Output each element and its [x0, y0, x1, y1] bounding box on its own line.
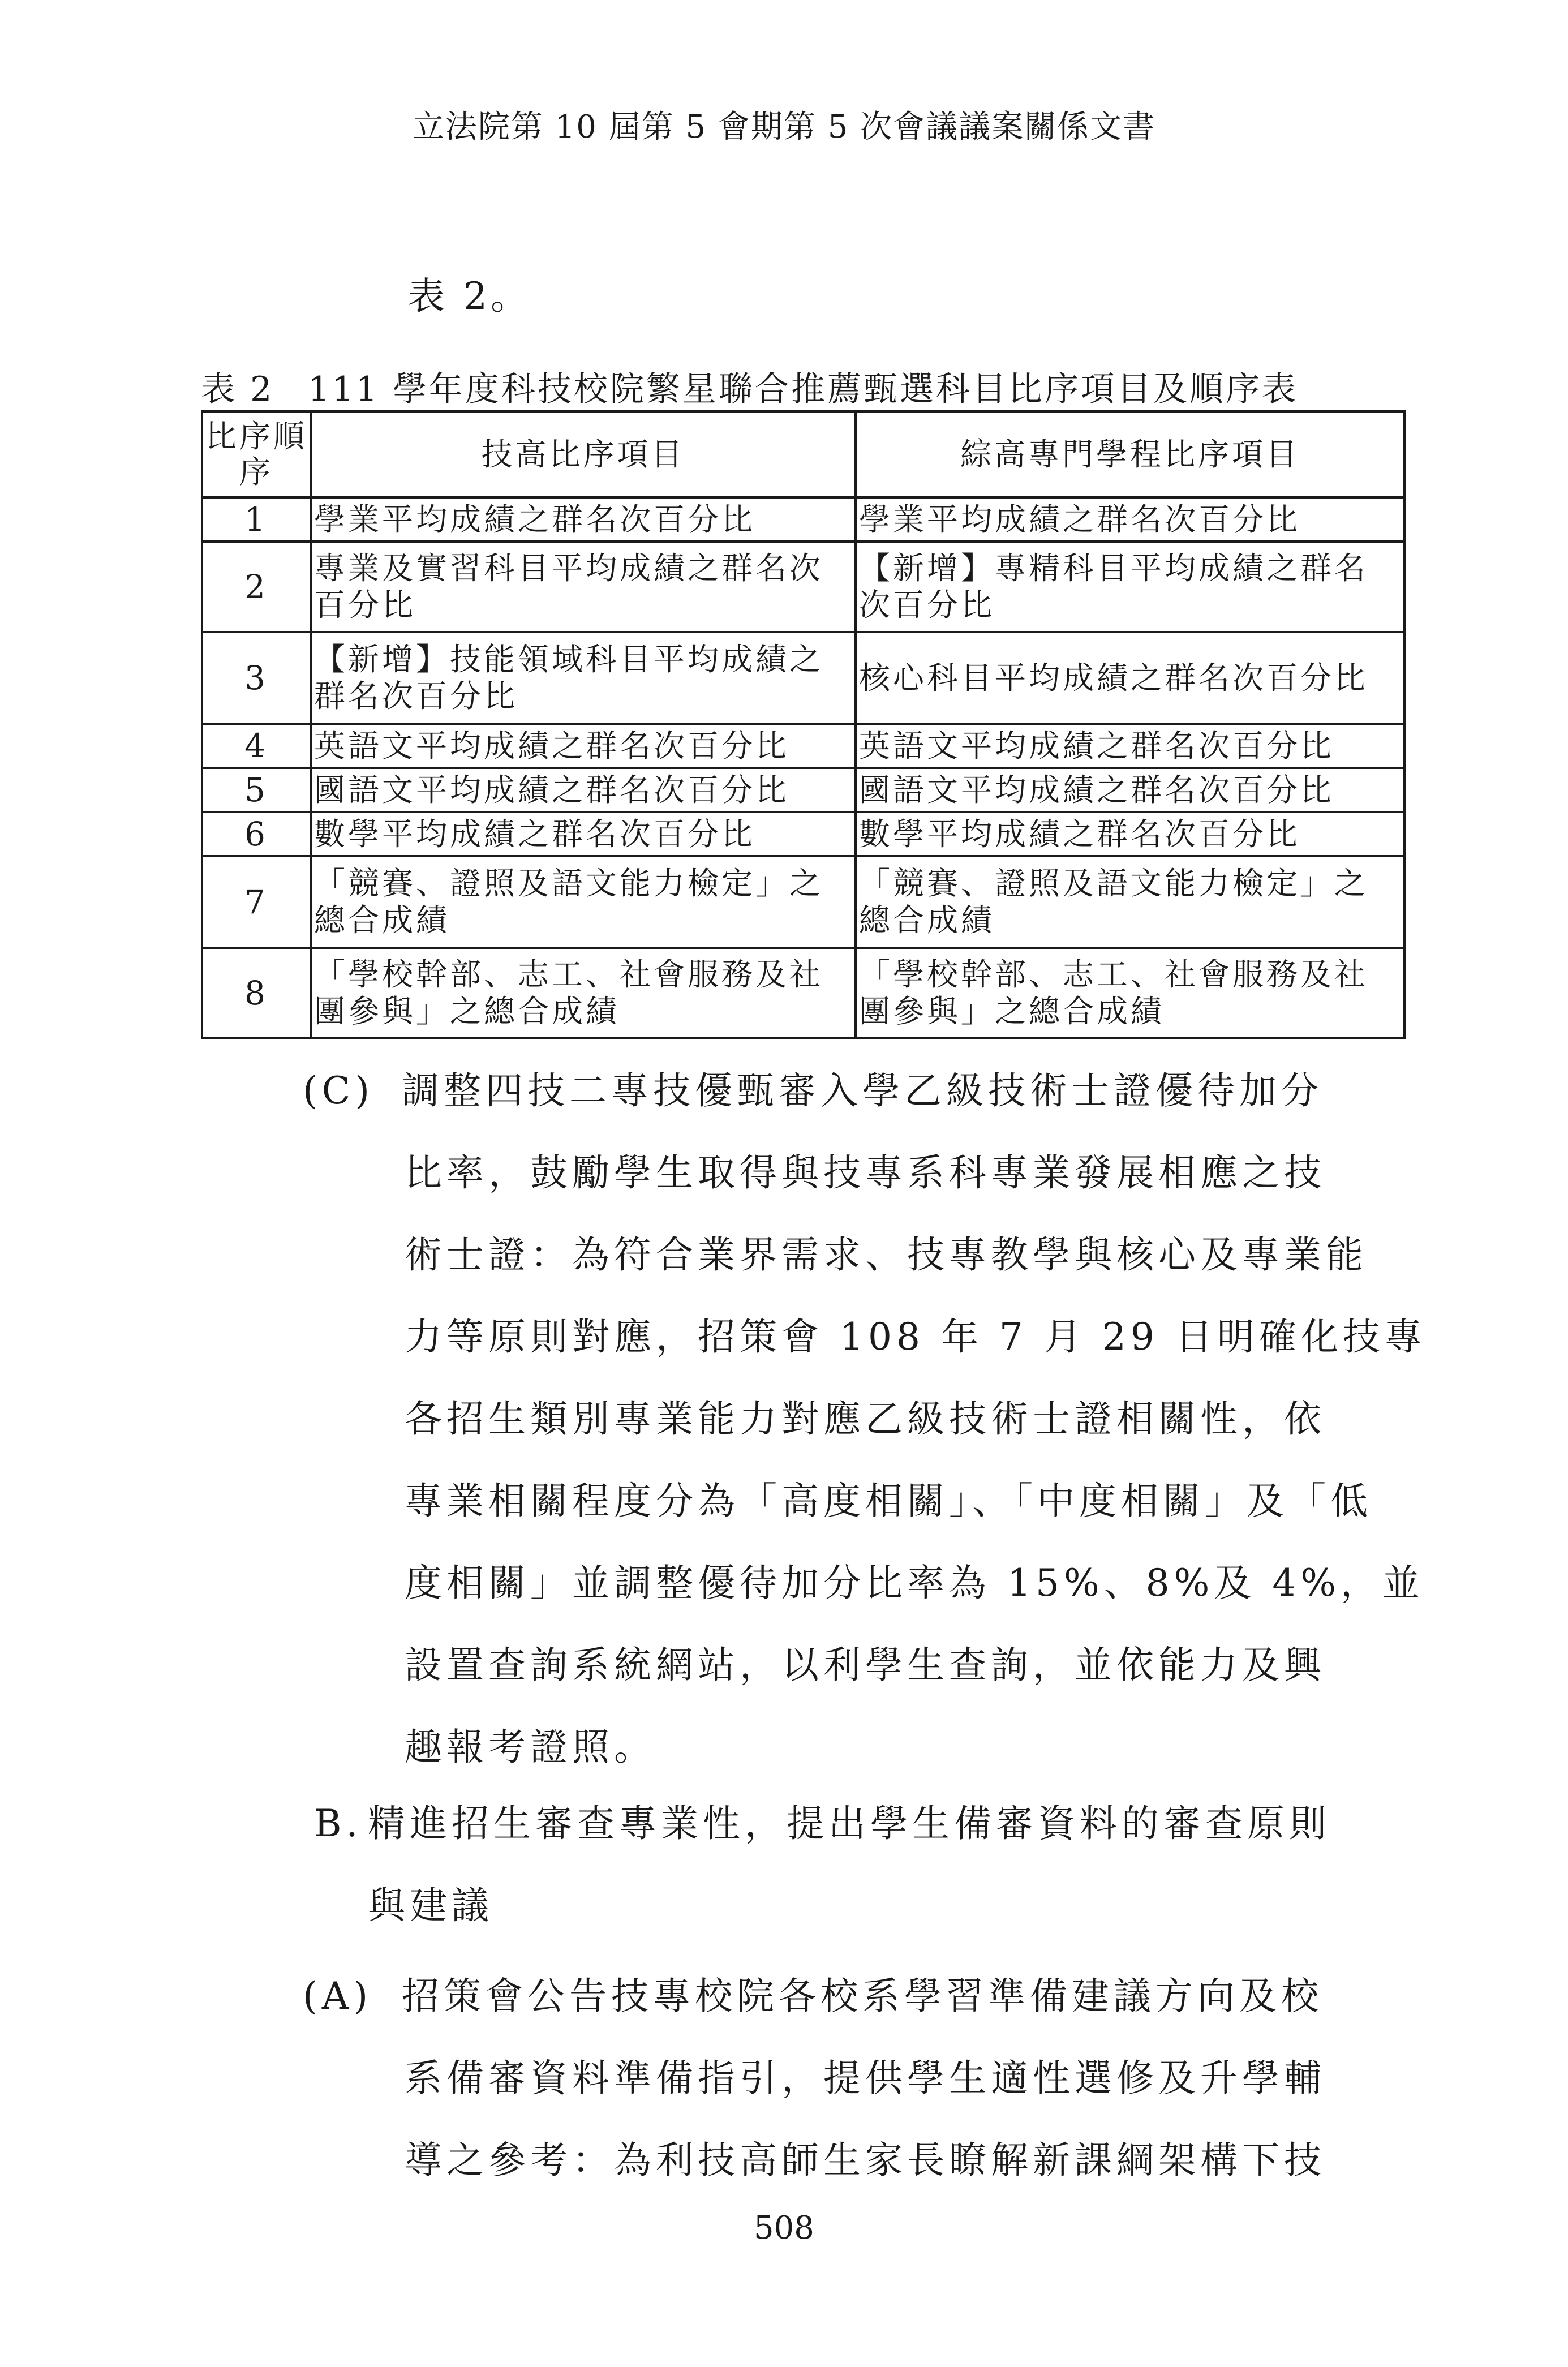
row-seq: 7	[202, 856, 311, 948]
section-c-line: 趣報考證照。	[405, 1725, 656, 1769]
section-b	[314, 1782, 1389, 1952]
section-c-line: 力等原則對應，招策會 108 年 7 月 29 日明確化技專	[405, 1315, 1427, 1359]
row-tech: 學業平均成績之群名次百分比	[311, 497, 856, 542]
page-number: 508	[754, 2210, 814, 2246]
row-comp: 核心科目平均成績之群名次百分比	[856, 632, 1404, 724]
row-tech: 「學校幹部、志工、社會服務及社團參與」之總合成績	[311, 948, 856, 1038]
row-comp: 學業平均成績之群名次百分比	[856, 497, 1404, 542]
section-c-line: 設置查詢系統網站，以利學生查詢，並依能力及興	[405, 1643, 1326, 1687]
row-seq: 8	[202, 948, 311, 1038]
section-a	[303, 1955, 1378, 2204]
table-row	[202, 542, 1404, 632]
section-b-line: 與建議	[368, 1884, 493, 1927]
row-tech: 「競賽、證照及語文能力檢定」之總合成績	[311, 856, 856, 948]
row-tech: 英語文平均成績之群名次百分比	[311, 724, 856, 768]
row-tech: 國語文平均成績之群名次百分比	[311, 768, 856, 812]
row-comp: 數學平均成績之群名次百分比	[856, 812, 1404, 856]
section-a-line: 導之參考：為利技高師生家長瞭解新課綱架構下技	[405, 2138, 1326, 2182]
section-b-label: B.	[314, 1802, 363, 1845]
section-a-line: 招策會公告技專校院各校系學習準備建議方向及校	[402, 1974, 1323, 2018]
document-header: 立法院第 10 屆第 5 會期第 5 次會議議案關係文書	[412, 109, 1156, 145]
table-row	[202, 812, 1404, 856]
section-c-line: 各招生類別專業能力對應乙級技術士證相關性，依	[405, 1397, 1326, 1441]
table-header-row	[202, 411, 1404, 497]
section-c-line: 調整四技二專技優甄審入學乙級技術士證優待加分	[402, 1069, 1323, 1112]
section-c-label: (C)	[303, 1069, 374, 1112]
section-a-label: (A)	[303, 1974, 373, 2018]
section-c-line: 專業相關程度分為「高度相關」、「中度相關」及「低	[405, 1479, 1372, 1523]
section-c-line: 術士證：為符合業界需求、技專教學與核心及專業能	[405, 1233, 1368, 1277]
section-b-line: 精進招生審查專業性，提出學生備審資料的審查原則	[368, 1802, 1331, 1845]
row-comp: 【新增】專精科目平均成績之群名次百分比	[856, 542, 1404, 632]
row-tech: 【新增】技能領域科目平均成績之群名次百分比	[311, 632, 856, 724]
row-comp: 英語文平均成績之群名次百分比	[856, 724, 1404, 768]
row-seq: 1	[202, 497, 311, 542]
row-seq: 3	[202, 632, 311, 724]
table-row	[202, 768, 1404, 812]
section-c	[303, 1050, 1427, 1797]
row-tech: 數學平均成績之群名次百分比	[311, 812, 856, 856]
table-row	[202, 948, 1404, 1038]
row-tech: 專業及實習科目平均成績之群名次百分比	[311, 542, 856, 632]
section-c-line: 比率，鼓勵學生取得與技專系科專業發展相應之技	[405, 1151, 1326, 1195]
table-row	[202, 497, 1404, 542]
row-seq: 2	[202, 542, 311, 632]
row-comp: 「競賽、證照及語文能力檢定」之總合成績	[856, 856, 1404, 948]
table-caption-label: 表 2	[201, 370, 274, 409]
table-row	[202, 632, 1404, 724]
header-tech: 技高比序項目	[311, 411, 856, 497]
row-comp: 「學校幹部、志工、社會服務及社團參與」之總合成績	[856, 948, 1404, 1038]
table-caption	[201, 362, 1298, 411]
table-row	[202, 724, 1404, 768]
row-seq: 4	[202, 724, 311, 768]
row-comp: 國語文平均成績之群名次百分比	[856, 768, 1404, 812]
section-c-line: 度相關」並調整優待加分比率為 15%、8%及 4%，並	[405, 1561, 1425, 1605]
section-a-line: 系備審資料準備指引，提供學生適性選修及升學輔	[405, 2056, 1326, 2100]
header-seq: 比序順序	[202, 411, 311, 497]
intro-text: 表 2。	[407, 274, 531, 318]
table-caption-title: 111 學年度科技校院繁星聯合推薦甄選科目比序項目及順序表	[308, 370, 1298, 409]
table-row	[202, 856, 1404, 948]
row-seq: 5	[202, 768, 311, 812]
ranking-table	[201, 410, 1406, 1039]
row-seq: 6	[202, 812, 311, 856]
header-comp: 綜高專門學程比序項目	[856, 411, 1404, 497]
